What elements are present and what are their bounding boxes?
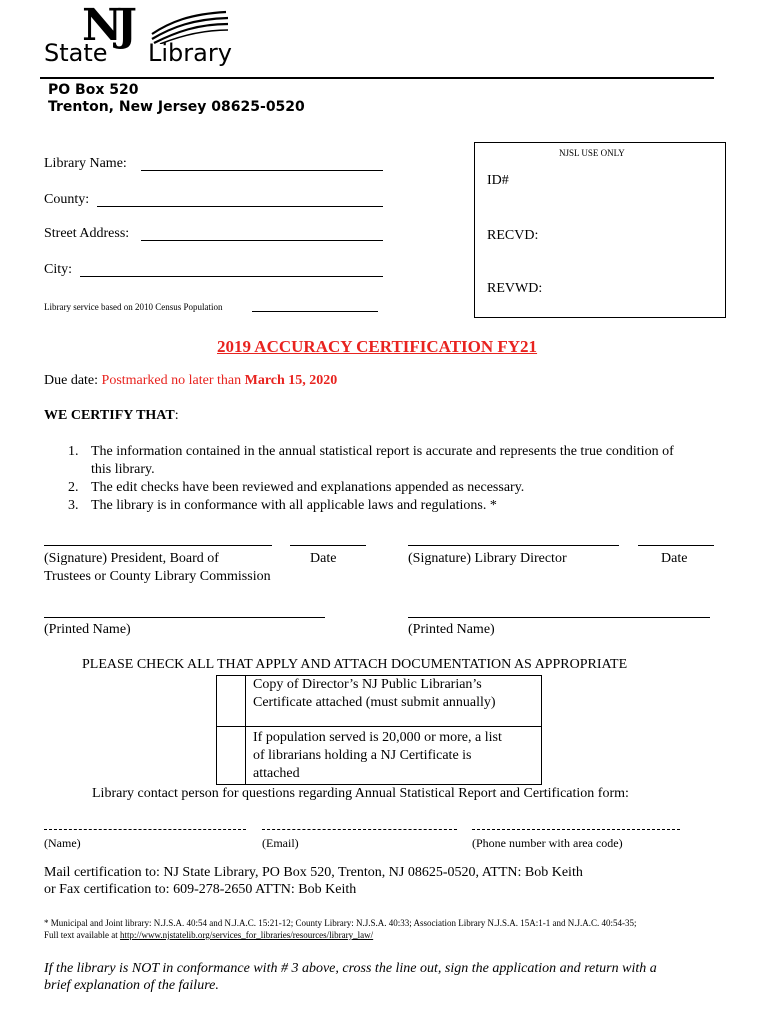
certify-item-2-num: 2.: [68, 480, 79, 495]
checklist-item-2-line1: If population served is 20,000 or more, a list: [253, 730, 502, 745]
recvd-label: RECVD:: [487, 228, 539, 243]
logo-state-word: State: [44, 39, 108, 67]
contact-name-label: (Name): [44, 836, 81, 850]
mail-line-1: Mail certification to: NJ State Library, PO Box 520, Trenton, NJ 08625-0520, ATTN: Bob Keith: [44, 865, 583, 880]
certify-heading-colon: :: [174, 408, 179, 423]
due-date-value: March 15, 2020: [244, 373, 338, 388]
certify-heading-text: WE CERTIFY THAT: [44, 408, 175, 423]
printed-name2-label: (Printed Name): [408, 622, 495, 637]
certify-item-2-line1: The edit checks have been reviewed and explanations appended as necessary.: [91, 480, 525, 495]
president-signature-line[interactable]: [44, 545, 272, 546]
closing-line-2: brief explanation of the failure.: [44, 978, 219, 993]
certify-heading: [44, 408, 179, 424]
checklist-heading: PLEASE CHECK ALL THAT APPLY AND ATTACH DOCUMENTATION AS APPROPRIATE: [82, 657, 628, 672]
population-label: Library service based on 2010 Census Population: [44, 302, 223, 312]
certify-item-1-line1: The information contained in the annual statistical report is accurate and represents the true condition of: [91, 444, 674, 459]
library-name-field[interactable]: [141, 170, 383, 171]
printed-name2-line[interactable]: [408, 617, 710, 618]
population-field[interactable]: [252, 311, 378, 312]
certify-item-3-line1: The library is in conformance with all applicable laws and regulations. *: [91, 498, 497, 513]
checklist-item-2-line2: of librarians holding a NJ Certificate is: [253, 748, 472, 763]
checklist-table: [216, 675, 542, 785]
street-address-label: Street Address:: [44, 226, 130, 241]
city-field[interactable]: [80, 276, 383, 277]
certify-item-1-line2: this library.: [91, 462, 155, 477]
id-label: ID#: [487, 173, 509, 188]
due-date-label: Due date:: [44, 373, 99, 388]
certify-item-1-num: 1.: [68, 444, 79, 459]
due-date-text: Postmarked no later than: [101, 373, 242, 388]
city-label: City:: [44, 262, 73, 277]
president-signature-label-2: Trustees or County Library Commission: [44, 569, 271, 584]
checklist-item-2-line3: attached: [253, 766, 300, 781]
county-label: County:: [44, 192, 90, 207]
contact-email-field[interactable]: [262, 829, 457, 830]
footnote-line-2: [44, 930, 373, 940]
printed-name1-label: (Printed Name): [44, 622, 131, 637]
date2-line[interactable]: [638, 545, 714, 546]
contact-email-label: (Email): [262, 836, 299, 850]
checklist-item-1-line1: Copy of Director’s NJ Public Librarian’s: [253, 677, 482, 692]
header-rule: [40, 77, 714, 79]
checkbox-librarians-list[interactable]: [218, 728, 244, 782]
footnote-prefix: Full text available at: [44, 930, 118, 940]
njsl-use-only-box: [474, 142, 726, 318]
library-name-label: Library Name:: [44, 156, 127, 171]
logo-library-word: Library: [148, 39, 232, 67]
date1-line[interactable]: [290, 545, 366, 546]
date1-label: Date: [310, 551, 337, 566]
page-title: 2019 ACCURACY CERTIFICATION FY21: [217, 337, 538, 356]
street-address-field[interactable]: [141, 240, 383, 241]
contact-phone-label: (Phone number with area code): [472, 836, 623, 850]
logo-nj-letters: NJ: [82, 0, 132, 51]
printed-name1-line[interactable]: [44, 617, 325, 618]
checklist-item-1-line2: Certificate attached (must submit annually): [253, 695, 496, 710]
contact-name-field[interactable]: [44, 829, 246, 830]
revwd-label: REVWD:: [487, 281, 543, 296]
footnote-line-1: * Municipal and Joint library: N.J.S.A. 40:54 and N.J.A.C. 15:21-12; County Library: N.J.S.A. 40:33; Association Library N.J.S.A. 15A:1-1 and N.J.A.C. 40:54-35;: [44, 918, 637, 928]
mail-line-2: or Fax certification to: 609-278-2650 ATTN: Bob Keith: [44, 882, 357, 897]
county-field[interactable]: [97, 206, 383, 207]
library-law-link[interactable]: http://www.njstatelib.org/services_for_libraries/resources/library_law/: [119, 930, 374, 940]
contact-phone-field[interactable]: [472, 829, 680, 830]
closing-line-1: If the library is NOT in conformance with # 3 above, cross the line out, sign the application and return with a: [44, 961, 657, 976]
director-signature-line[interactable]: [408, 545, 619, 546]
contact-heading: Library contact person for questions regarding Annual Statistical Report and Certification form:: [92, 786, 629, 801]
njsl-use-only-title: NJSL USE ONLY: [559, 148, 625, 158]
certify-item-3-num: 3.: [68, 498, 79, 513]
due-date: [44, 373, 337, 389]
checklist-divider-vertical: [245, 676, 246, 784]
address-line-2: Trenton, New Jersey 08625-0520: [48, 99, 305, 115]
president-signature-label-1: (Signature) President, Board of: [44, 551, 219, 566]
director-signature-label: (Signature) Library Director: [408, 551, 567, 566]
checklist-divider-horizontal: [217, 726, 541, 727]
date2-label: Date: [661, 551, 688, 566]
address-line-1: PO Box 520: [48, 82, 139, 98]
checkbox-directors-certificate[interactable]: [218, 677, 244, 725]
